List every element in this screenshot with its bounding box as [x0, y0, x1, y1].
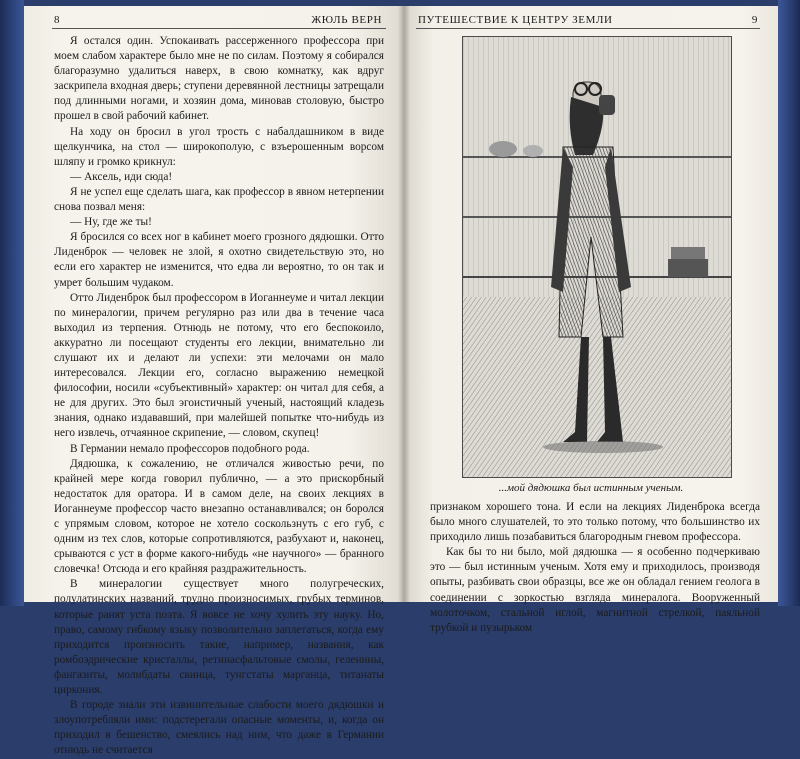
paragraph: На ходу он бросил в угол трость с набалдашником в виде щелкунчика, на стол — широкополую, с взъерошенным ворсом шляпу и громко крикнул:: [54, 125, 384, 168]
paragraph: В Германии немало профессоров подобного рода.: [70, 442, 310, 455]
book-cover-edge-left: [0, 0, 24, 606]
header-rule: [416, 28, 760, 29]
left-page: [24, 6, 404, 757]
book-cover-edge-right: [778, 0, 800, 606]
paragraph: Я остался один. Успокаивать рассерженного профессора при моем слабом характере было мне не по силам. Поэтому я собирался благоразумно удалиться наверх, в свою комнатку, как вдруг заскрипела входная дверь; ступени деревянной лестницы затрещали под длинными ногами, и хозяин дома, миновав столовую, быстро прошел в свой рабочий кабинет.: [54, 35, 384, 123]
paragraph: Как бы то ни было, мой дядюшка — я особенно подчеркиваю это — был истинным ученым. Хотя ему и приходилось, производя опыты, разбивать свои образцы, все же он обладал гением геолога в соединении с зоркостью взгляда минералога. Вооруженный молоточком, стальной иглой, магнитной стрелкой, паяльной трубкой и пузырьком: [430, 546, 760, 634]
paragraph: признаком хорошего тона. И если на лекциях Лиденброка всегда было много слушателей, то это только потому, что большинство их приходило лишь позабавиться благородным гневом профессора.: [430, 501, 760, 544]
paragraph: — Ну, где же ты!: [70, 216, 152, 229]
paragraph: В городе знали эти извинительные слабости моего дядюшки и злоупотребляли ими: подстерегали опасные моменты, и, когда он приходил в бешенство, смеялись над ним, что даже в Германии отнюдь не считается: [54, 699, 384, 757]
header-rule: [52, 28, 386, 29]
page-number: 9: [751, 14, 758, 26]
engraving-illustration: [462, 36, 732, 478]
running-head: ЖЮЛЬ ВЕРН: [311, 14, 382, 26]
body-text: [54, 34, 384, 759]
body-text: [430, 500, 760, 636]
paragraph: Дядюшка, к сожалению, не отличался живостью речи, по крайней мере когда говорил публично, — а это прискорбный недостаток для оратора. И в самом деле, на своих лекциях в Иоганнеуме профессор часто внезапно останавливался; он боролся с упрямым словом, которое не хотело соскользнуть с его губ, с одним из тех слов, которые сопротивляются, разбухают и, наконец, срываются с уст в форме какого-нибудь «не научного» — бранного словечка! Отсюда и его крайняя раздражительность.: [54, 457, 384, 576]
paragraph: Я бросился со всех ног в кабинет моего грозного дядюшки. Отто Лиденброк — человек не злой, я охотно свидетельствую это, но если его характер не изменится, что едва ли вероятно, то он так и умрет большим чудаком.: [54, 231, 384, 289]
paragraph: — Аксель, иди сюда!: [70, 170, 173, 183]
right-page: [404, 6, 778, 634]
page-number: 8: [54, 14, 61, 26]
paragraph: В минералогии существует много полугреческих, полулатинских названий, трудно произносимых, грубых терминов, которые ранят уста поэта. Я вовсе не хочу хулить эту науку. Но, право, самому гибкому языку позволительно заплетаться, когда ему приходится произносить такие, например, названия, как ромбоэдрические кристаллы, ретинасфальтовые смолы, геленины, фангазиты, молибдаты свинца, тунгстаты марганца, титанаты циркония.: [54, 578, 384, 697]
illustration-caption: ...мой дядюшка был истинным ученым.: [498, 482, 684, 494]
running-head: ПУТЕШЕСТВИЕ К ЦЕНТРУ ЗЕМЛИ: [418, 14, 613, 26]
paragraph: Отто Лиденброк был профессором в Иоганнеуме и читал лекции по минералогии, причем регулярно раз или два в течение часа выходил из терпения. Отнюдь не потому, что его беспокоило, аккуратно ли посещают студенты его лекции, внимательно ли слушают их и делают ли успехи: эти мелочами он мало интересовался. Лекции его, согласно выражению немецкой философии, носили «субъективный» характер: он читал для себя, а не для других. Это был эгоистичный ученый, настоящий кладезь знания, однако издававший, при малейшей попытке что-нибудь из него извлечь, отчаянное скрипение, — словом, скупец!: [54, 291, 384, 440]
paragraph: Я не успел еще сделать шага, как профессор в явном нетерпении снова позвал меня:: [54, 185, 384, 214]
book-gutter: [398, 6, 410, 602]
